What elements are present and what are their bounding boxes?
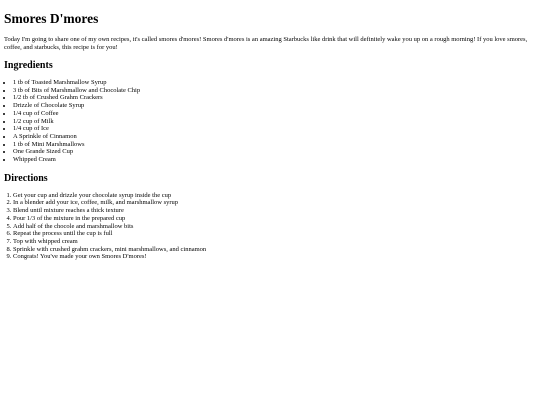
direction-step: 6. Repeat the process until the cup is full — [13, 230, 535, 238]
direction-step: 4. Pour 1/3 of the mixture in the prepared cup — [13, 215, 535, 223]
direction-step: 5. Add half of the chocole and marshmallow bits — [13, 223, 535, 231]
intro-paragraph: Today I'm going to share one of my own recipes, it's called smores d'mores! Smores d'mores is an amazing Starbucks like drink that will definitely wake you up on a rough morning! If you love smores, coffee, and starbucks, this recipe is for you! — [4, 36, 528, 51]
ingredient-item: • 1 tb of Toasted Marshmallow Syrup — [13, 79, 535, 87]
ingredient-item: • 1 tb of Mini Marshmallows — [13, 141, 535, 149]
direction-step: 1. Get your cup and drizzle your chocolate syrup inside the cup — [13, 192, 535, 200]
direction-step: 9. Congrats! You've made your own Smores D'mores! — [13, 253, 535, 261]
ingredient-item: • 1/4 cup of Coffee — [13, 110, 535, 118]
page-title: Smores D'mores — [4, 11, 99, 26]
direction-step: 7. Top with whipped cream — [13, 238, 535, 246]
ingredient-item: • 1/2 cup of Milk — [13, 118, 535, 126]
ingredient-item: • A Sprinkle of Cinnamon — [13, 133, 535, 141]
directions-list — [4, 192, 535, 261]
ingredients-list — [4, 79, 535, 164]
ingredient-item: • 1/4 cup of Ice — [13, 125, 535, 133]
ingredient-item: • Drizzle of Chocolate Syrup — [13, 102, 535, 110]
direction-step: 8. Sprinkle with crushed grahm crackers, mini marshmallows, and cinnamon — [13, 246, 535, 254]
ingredient-item: • 1/2 tb of Crushed Grahm Crackers — [13, 94, 535, 102]
ingredient-item: • Whipped Cream — [13, 156, 535, 164]
direction-step: 2. In a blender add your ice, coffee, milk, and marshmallow syrup — [13, 199, 535, 207]
directions-heading: Directions — [4, 172, 48, 184]
ingredients-heading: Ingredients — [4, 60, 53, 71]
direction-step: 3. Blend until mixture reaches a thick texture — [13, 207, 535, 215]
ingredient-item: • 3 tb of Bits of Marshmallow and Chocolate Chip — [13, 87, 535, 95]
ingredient-item: • One Grande Sized Cup — [13, 148, 535, 156]
